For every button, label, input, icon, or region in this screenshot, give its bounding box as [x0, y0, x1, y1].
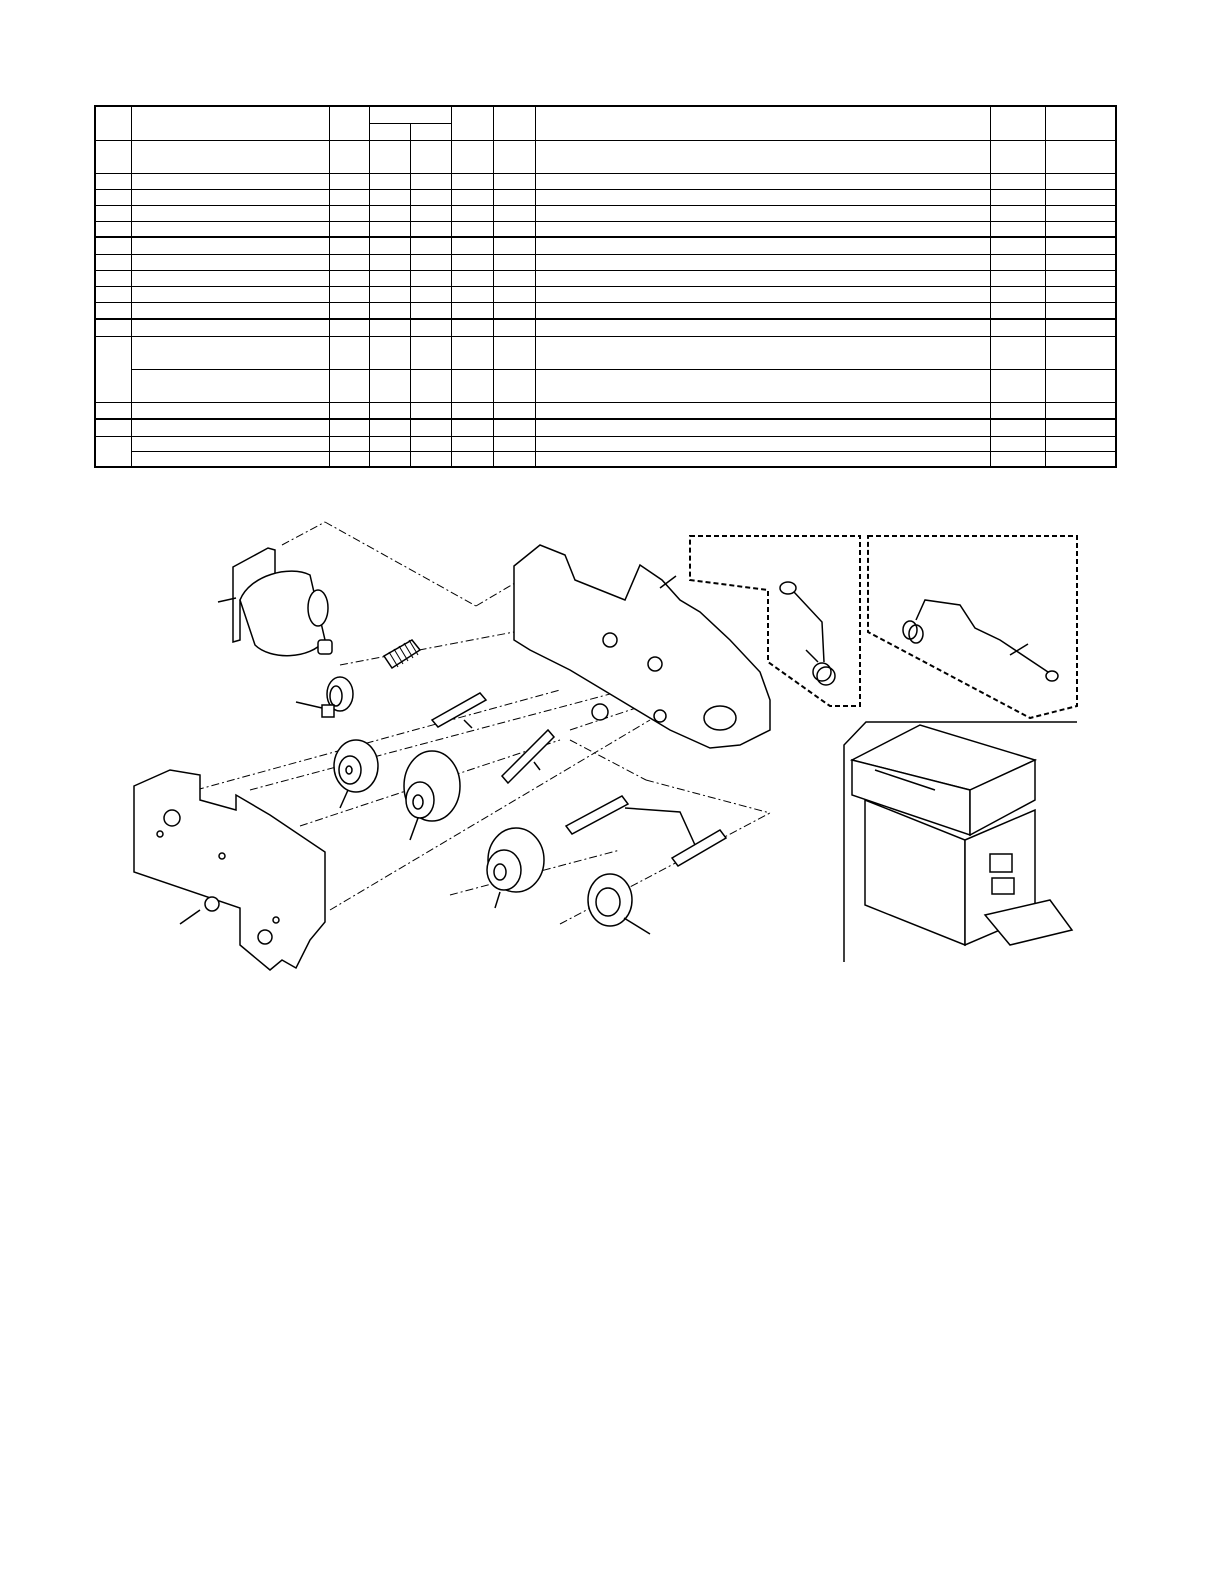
- table-row: [95, 140, 1116, 173]
- header-cell: [990, 106, 1045, 140]
- small-gear: [296, 677, 353, 717]
- table-row: [95, 286, 1116, 302]
- table-row: [95, 302, 1116, 319]
- table-row: [95, 369, 1116, 402]
- table-row: [95, 451, 1116, 467]
- table-row: [95, 270, 1116, 286]
- header-cell: [451, 106, 493, 140]
- table-row: [95, 402, 1116, 419]
- header-cell: [410, 123, 451, 140]
- table-row: [95, 221, 1116, 237]
- large-double-gear: [404, 751, 460, 840]
- header-cell: [131, 106, 329, 140]
- header-cell: [1045, 106, 1116, 140]
- table-header-row-1: [95, 106, 1116, 123]
- header-cell: [329, 106, 369, 140]
- wire-spring: [903, 600, 1058, 681]
- table-row: [95, 319, 1116, 336]
- motor: [218, 548, 332, 656]
- header-cell: [493, 106, 535, 140]
- table-row: [95, 419, 1116, 436]
- left-frame: [134, 770, 325, 970]
- right-frame: [514, 545, 770, 748]
- exploded-parts-diagram: [0, 500, 1222, 1000]
- double-gear-a: [334, 740, 378, 808]
- table-row: [95, 189, 1116, 205]
- torsion-spring: [780, 582, 835, 685]
- header-cell: [535, 106, 990, 140]
- table-row: [95, 173, 1116, 189]
- gear-22t: [588, 874, 650, 934]
- copier-overview: [844, 722, 1077, 962]
- worm-gear: [384, 640, 420, 668]
- double-gear-b: [487, 828, 544, 908]
- parts-list-table: [94, 105, 1117, 468]
- table-row: [95, 237, 1116, 254]
- table-row: [95, 336, 1116, 369]
- header-cell: [95, 106, 131, 140]
- table-row: [95, 436, 1116, 451]
- table-row: [95, 205, 1116, 221]
- header-cell: [369, 106, 451, 123]
- table-row: [95, 254, 1116, 270]
- header-cell: [369, 123, 410, 140]
